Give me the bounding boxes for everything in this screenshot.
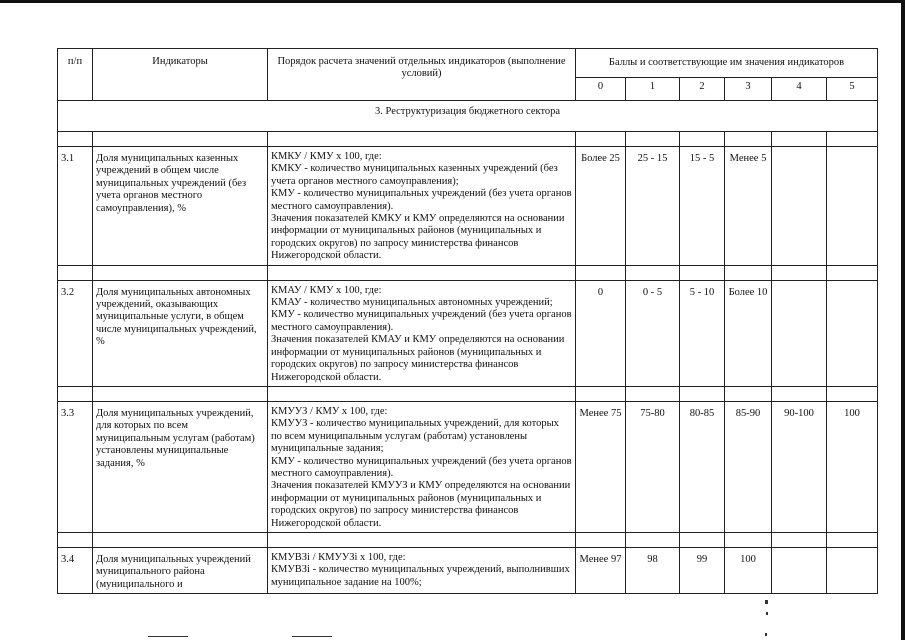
scan-mark-line bbox=[292, 636, 332, 637]
row-calc-line: КМУВЗi - количество муниципальных учреждений, выполнивших муниципальное задание на 100%; bbox=[271, 564, 570, 588]
score-cell bbox=[772, 147, 827, 266]
scan-edge-right bbox=[901, 0, 905, 640]
score-cell: 100 bbox=[725, 547, 772, 593]
row-indicator: Доля муниципальных учреждений муниципального района (муниципального и bbox=[93, 547, 268, 593]
score-cell: 80-85 bbox=[680, 401, 725, 532]
scan-mark-line bbox=[148, 636, 188, 637]
header-num: п/п bbox=[58, 49, 93, 101]
row-calc-line: КМУУЗ - количество муниципальных учреждений, для которых по всем муниципальным услугам (работам) установлены муниципальные задания; bbox=[271, 418, 559, 455]
score-cell: Менее 97 bbox=[576, 547, 626, 593]
row-formula: КМУУЗ / КМУ x 100, где: bbox=[271, 405, 388, 417]
score-cell: 90-100 bbox=[772, 401, 827, 532]
row-calc-line: КМКУ - количество муниципальных казенных учреждений (без учета органов местного самоуправления); bbox=[271, 163, 558, 187]
header-score-0: 0 bbox=[576, 78, 626, 101]
score-cell bbox=[827, 547, 878, 593]
scan-mark-dash bbox=[765, 633, 767, 636]
table-row bbox=[58, 280, 878, 386]
spacer-row bbox=[58, 132, 878, 147]
header-score-3: 3 bbox=[725, 78, 772, 101]
score-cell: Менее 75 bbox=[576, 401, 626, 532]
spacer-row bbox=[58, 386, 878, 401]
row-calc bbox=[268, 547, 576, 593]
row-num: 3.3 bbox=[58, 401, 93, 532]
row-calc-line: КМУ - количество муниципальных учреждений (без учета органов местного самоуправления). bbox=[271, 455, 572, 479]
spacer-row bbox=[58, 532, 878, 547]
row-formula: КМКУ / КМУ x 100, где: bbox=[271, 151, 382, 162]
score-cell: 25 - 15 bbox=[626, 147, 680, 266]
header-calc-order: Порядок расчета значений отдельных индикаторов (выполнение условий) bbox=[268, 49, 576, 101]
score-cell: 99 bbox=[680, 547, 725, 593]
row-formula: КМАУ / КМУ x 100, где: bbox=[271, 284, 382, 296]
row-calc-line: Значения показателей КМУУЗ и КМУ определяются на основании информации от муниципальных районов (муниципальных и городских округов) по запросу министерства финансов Нижегородской области. bbox=[271, 480, 571, 529]
table-row bbox=[58, 547, 878, 593]
score-cell: 5 - 10 bbox=[680, 280, 725, 386]
header-score-2: 2 bbox=[680, 78, 725, 101]
section-title: 3. Реструктуризация бюджетного сектора bbox=[58, 101, 878, 132]
score-cell: 15 - 5 bbox=[680, 147, 725, 266]
row-formula: КМУВЗi / КМУУЗi x 100, где: bbox=[271, 551, 406, 563]
row-indicator: Доля муниципальных учреждений, для которых по всем муниципальным услугам (работам) установлены муниципальные задания, % bbox=[93, 401, 268, 532]
score-cell: 100 bbox=[827, 401, 878, 532]
row-calc bbox=[268, 280, 576, 386]
indicators-table bbox=[57, 48, 878, 594]
score-cell bbox=[827, 280, 878, 386]
score-cell: Более 10 bbox=[725, 280, 772, 386]
scan-mark-dot bbox=[765, 600, 768, 604]
row-calc-line: КМУ - количество муниципальных учреждений (без учета органов местного самоуправления). bbox=[271, 188, 572, 212]
scan-edge-top bbox=[0, 0, 905, 3]
score-cell: Менее 5 bbox=[725, 147, 772, 266]
row-calc bbox=[268, 147, 576, 266]
row-calc-line: КМАУ - количество муниципальных автономных учреждений; bbox=[271, 297, 553, 309]
table-header-row bbox=[58, 49, 878, 78]
row-indicator: Доля муниципальных казенных учреждений в общем числе муниципальных учреждений (без учета органов местного самоуправления), % bbox=[93, 147, 268, 266]
row-calc-line: КМУ - количество муниципальных учреждений (без учета органов местного самоуправления). bbox=[271, 309, 572, 333]
score-cell: 85-90 bbox=[725, 401, 772, 532]
row-num: 3.4 bbox=[58, 547, 93, 593]
table-row bbox=[58, 147, 878, 266]
row-calc bbox=[268, 401, 576, 532]
header-scores: Баллы и соответствующие им значения индикаторов bbox=[576, 49, 878, 78]
header-score-5: 5 bbox=[827, 78, 878, 101]
row-calc-line: Значения показателей КМАУ и КМУ определяются на основании информации от муниципальных районов (муниципальных и городских округов) по запросу министерства финансов Нижегородской области. bbox=[271, 334, 565, 383]
table-row bbox=[58, 401, 878, 532]
row-num: 3.1 bbox=[58, 147, 93, 266]
row-calc-line: Значения показателей КМКУ и КМУ определяются на основании информации от муниципальных районов (муниципальных и городских округов) по запросу министерства финансов Нижегородской области. bbox=[271, 213, 565, 262]
section-title-row bbox=[58, 101, 878, 132]
row-indicator: Доля муниципальных автономных учреждений, оказывающих муниципальные услуги, в общем числе муниципальных учреждений, % bbox=[93, 280, 268, 386]
score-cell: 0 bbox=[576, 280, 626, 386]
score-cell: Более 25 bbox=[576, 147, 626, 266]
scan-mark-dot bbox=[766, 612, 768, 615]
score-cell: 98 bbox=[626, 547, 680, 593]
header-score-4: 4 bbox=[772, 78, 827, 101]
score-cell: 0 - 5 bbox=[626, 280, 680, 386]
score-cell bbox=[772, 547, 827, 593]
score-cell: 75-80 bbox=[626, 401, 680, 532]
score-cell bbox=[827, 147, 878, 266]
header-indicators: Индикаторы bbox=[93, 49, 268, 101]
header-score-1: 1 bbox=[626, 78, 680, 101]
spacer-row bbox=[58, 265, 878, 280]
score-cell bbox=[772, 280, 827, 386]
row-num: 3.2 bbox=[58, 280, 93, 386]
